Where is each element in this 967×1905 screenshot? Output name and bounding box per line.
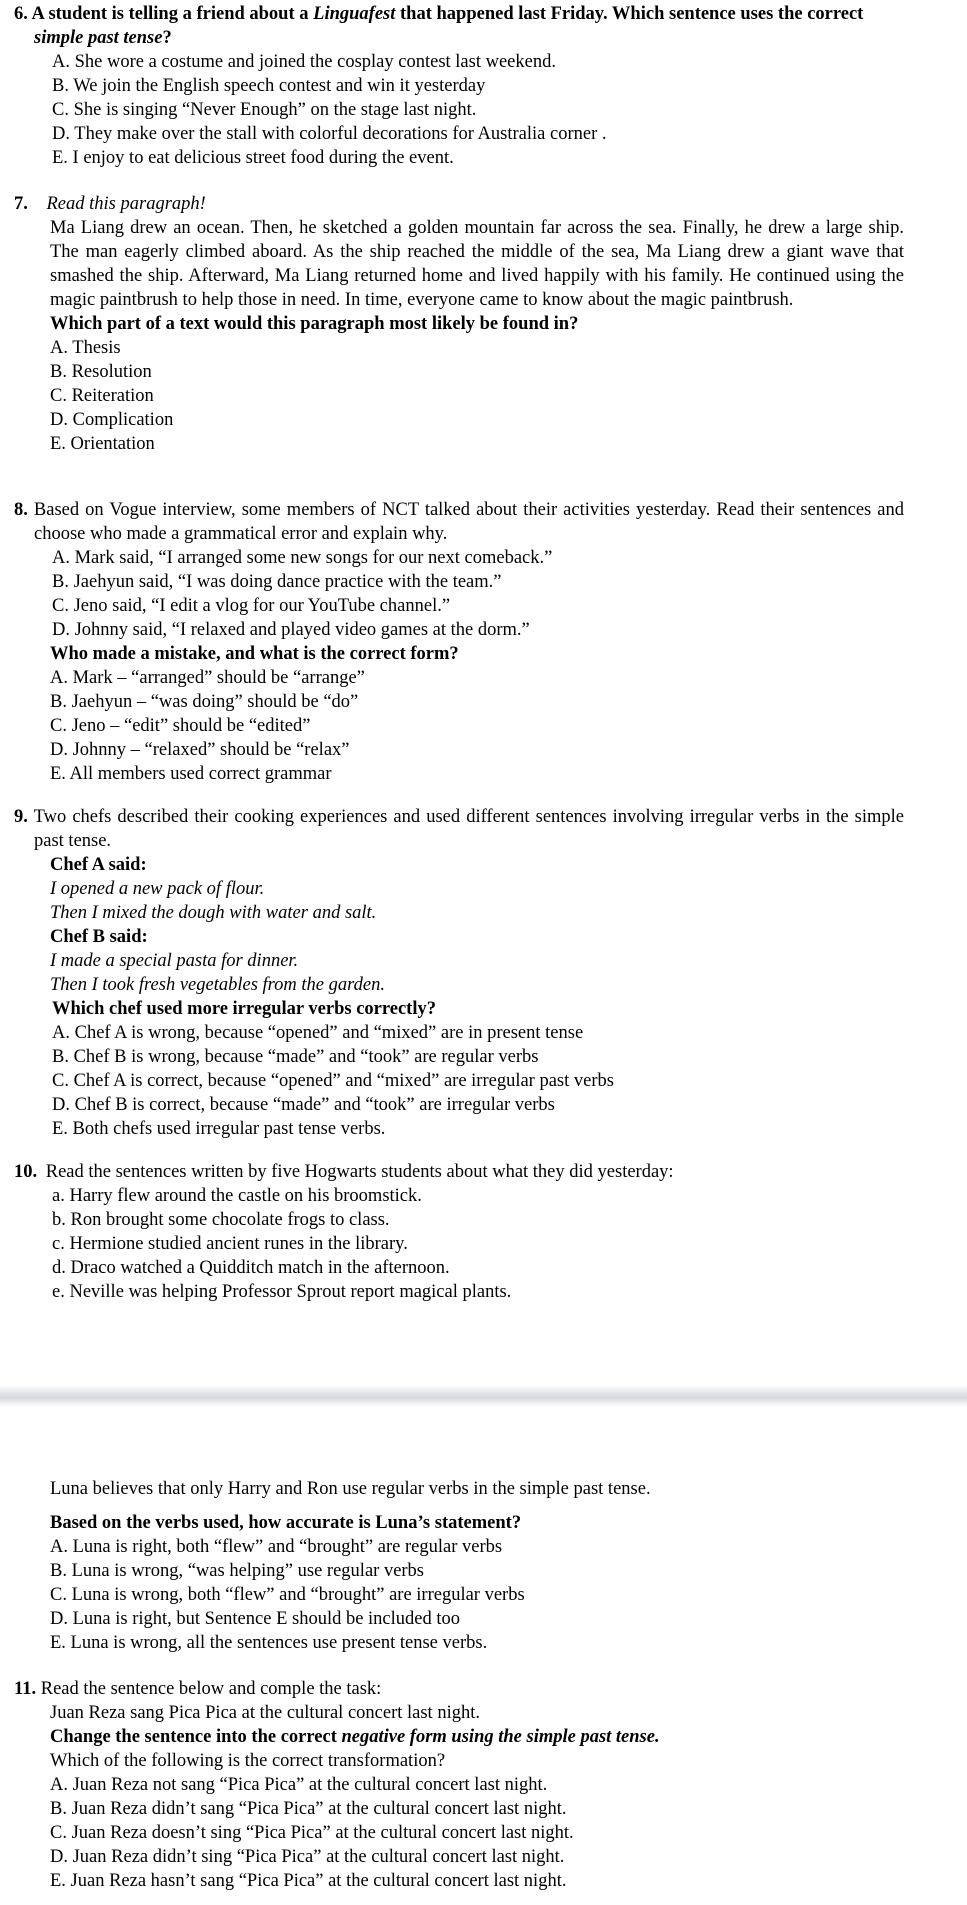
option: A. Thesis bbox=[50, 338, 121, 358]
sentence: d. Draco watched a Quidditch match in the afternoon. bbox=[52, 1258, 450, 1278]
question-8-question: Who made a mistake, and what is the correct form? bbox=[50, 644, 459, 664]
question-11 bbox=[14, 1677, 904, 1893]
option: A. Mark – “arranged” should be “arrange” bbox=[50, 668, 365, 688]
question-8 bbox=[14, 498, 904, 786]
sentence: b. Ron brought some chocolate frogs to class. bbox=[52, 1210, 390, 1230]
sentence: B. Jaehyun said, “I was doing dance practice with the team.” bbox=[52, 572, 502, 592]
question-7-number: 7. bbox=[14, 194, 28, 214]
option: C. Chef A is correct, because “opened” and “mixed” are irregular past verbs bbox=[52, 1071, 614, 1091]
question-11-stem: 11. Read the sentence below and comple the task: bbox=[14, 1679, 382, 1699]
question-6 bbox=[14, 2, 904, 170]
question-7-intro: 7. Read this paragraph! bbox=[14, 194, 206, 214]
option: C. Reiteration bbox=[50, 386, 154, 406]
option: D. Complication bbox=[50, 410, 174, 430]
option: D. Chef B is correct, because “made” and “took” are irregular verbs bbox=[52, 1095, 555, 1115]
chef-a-line: Then I mixed the dough with water and salt. bbox=[50, 903, 377, 923]
chef-b-line: Then I took fresh vegetables from the garden. bbox=[50, 975, 385, 995]
sentence: A. Mark said, “I arranged some new songs for our next comeback.” bbox=[52, 548, 553, 568]
option: B. Jaehyun – “was doing” should be “do” bbox=[50, 692, 359, 712]
option: A. Chef A is wrong, because “opened” and “mixed” are in present tense bbox=[52, 1023, 584, 1043]
question-9-stem: 9. Two chefs described their cooking experiences and used different sentences involving irregular verbs in the simple past tense. bbox=[14, 807, 904, 851]
question-6-stem: 6. A student is telling a friend about a Linguafest that happened last Friday. Which sentence uses the correct simple past tense? bbox=[14, 4, 864, 48]
sentence: e. Neville was helping Professor Sprout report magical plants. bbox=[52, 1282, 512, 1302]
question-10-number: 10. bbox=[14, 1162, 38, 1182]
sentence: C. Jeno said, “I edit a vlog for our YouTube channel.” bbox=[52, 596, 451, 616]
question-10-question: Based on the verbs used, how accurate is Luna’s statement? bbox=[50, 1513, 522, 1533]
option: E. Luna is wrong, all the sentences use present tense verbs. bbox=[50, 1633, 488, 1653]
question-10-continued bbox=[14, 1477, 904, 1655]
chef-b-line: I made a special pasta for dinner. bbox=[50, 951, 299, 971]
option: D. Juan Reza didn’t sing “Pica Pica” at the cultural concert last night. bbox=[50, 1847, 565, 1867]
option: B. Resolution bbox=[50, 362, 152, 382]
question-9-question: Which chef used more irregular verbs correctly? bbox=[52, 999, 436, 1019]
option: C. Luna is wrong, both “flew” and “brought” are irregular verbs bbox=[50, 1585, 525, 1605]
question-9 bbox=[14, 805, 904, 1141]
sentence: D. Johnny said, “I relaxed and played video games at the dorm.” bbox=[52, 620, 530, 640]
chef-b-label: Chef B said: bbox=[50, 927, 148, 947]
question-11-number: 11. bbox=[14, 1679, 37, 1699]
option: D. Luna is right, but Sentence E should be included too bbox=[50, 1609, 461, 1629]
option: C. Jeno – “edit” should be “edited” bbox=[50, 716, 311, 736]
option: A. She wore a costume and joined the cosplay contest last weekend. bbox=[52, 52, 556, 72]
option: B. Luna is wrong, “was helping” use regular verbs bbox=[50, 1561, 425, 1581]
option: C. She is singing “Never Enough” on the stage last night. bbox=[52, 100, 477, 120]
question-6-number: 6. bbox=[14, 4, 28, 24]
question-7-paragraph: Ma Liang drew an ocean. Then, he sketched a golden mountain far across the sea. Finally, he drew a large ship. The man eagerly climbed aboard. As the ship reached the middle of the sea, Ma Liang drew a giant wave that smashed the ship. Afterward, Ma Liang returned home and lived happily with his family. He continued using the magic paintbrush to help those in need. In time, everyone came to know about the magic paintbrush. bbox=[50, 218, 904, 310]
question-11-instruction: Change the sentence into the correct negative form using the simple past tense. bbox=[50, 1727, 660, 1747]
option: E. All members used correct grammar bbox=[50, 764, 332, 784]
question-10 bbox=[14, 1160, 904, 1304]
option: D. Johnny – “relaxed” should be “relax” bbox=[50, 740, 350, 760]
option: A. Luna is right, both “flew” and “brought” are regular verbs bbox=[50, 1537, 503, 1557]
page-separator bbox=[0, 1385, 967, 1407]
sentence: c. Hermione studied ancient runes in the library. bbox=[52, 1234, 408, 1254]
option: C. Juan Reza doesn’t sing “Pica Pica” at the cultural concert last night. bbox=[50, 1823, 574, 1843]
question-9-number: 9. bbox=[14, 807, 28, 827]
option: A. Juan Reza not sang “Pica Pica” at the cultural concert last night. bbox=[50, 1775, 548, 1795]
chef-a-label: Chef A said: bbox=[50, 855, 147, 875]
option: B. Juan Reza didn’t sang “Pica Pica” at the cultural concert last night. bbox=[50, 1799, 567, 1819]
option: E. Both chefs used irregular past tense verbs. bbox=[52, 1119, 386, 1139]
chef-a-line: I opened a new pack of flour. bbox=[50, 879, 265, 899]
question-8-stem: 8. Based on Vogue interview, some members of NCT talked about their activities yesterday. Read their sentences and choose who made a grammatical error and explain why. bbox=[14, 500, 904, 544]
sentence: a. Harry flew around the castle on his broomstick. bbox=[52, 1186, 422, 1206]
option: B. Chef B is wrong, because “made” and “took” are regular verbs bbox=[52, 1047, 539, 1067]
option: E. I enjoy to eat delicious street food during the event. bbox=[52, 148, 454, 168]
question-7 bbox=[14, 192, 904, 456]
luna-statement: Luna believes that only Harry and Ron use regular verbs in the simple past tense. bbox=[50, 1479, 651, 1499]
option: D. They make over the stall with colorful decorations for Australia corner . bbox=[52, 124, 607, 144]
option: E. Juan Reza hasn’t sang “Pica Pica” at the cultural concert last night. bbox=[50, 1871, 567, 1891]
question-10-stem: 10. Read the sentences written by five Hogwarts students about what they did yesterday: bbox=[14, 1162, 674, 1182]
question-11-sentence: Juan Reza sang Pica Pica at the cultural concert last night. bbox=[50, 1703, 480, 1723]
question-8-number: 8. bbox=[14, 500, 28, 520]
question-7-question: Which part of a text would this paragraph most likely be found in? bbox=[50, 314, 579, 334]
question-11-question: Which of the following is the correct transformation? bbox=[50, 1751, 446, 1771]
option: B. We join the English speech contest and win it yesterday bbox=[52, 76, 486, 96]
option: E. Orientation bbox=[50, 434, 155, 454]
